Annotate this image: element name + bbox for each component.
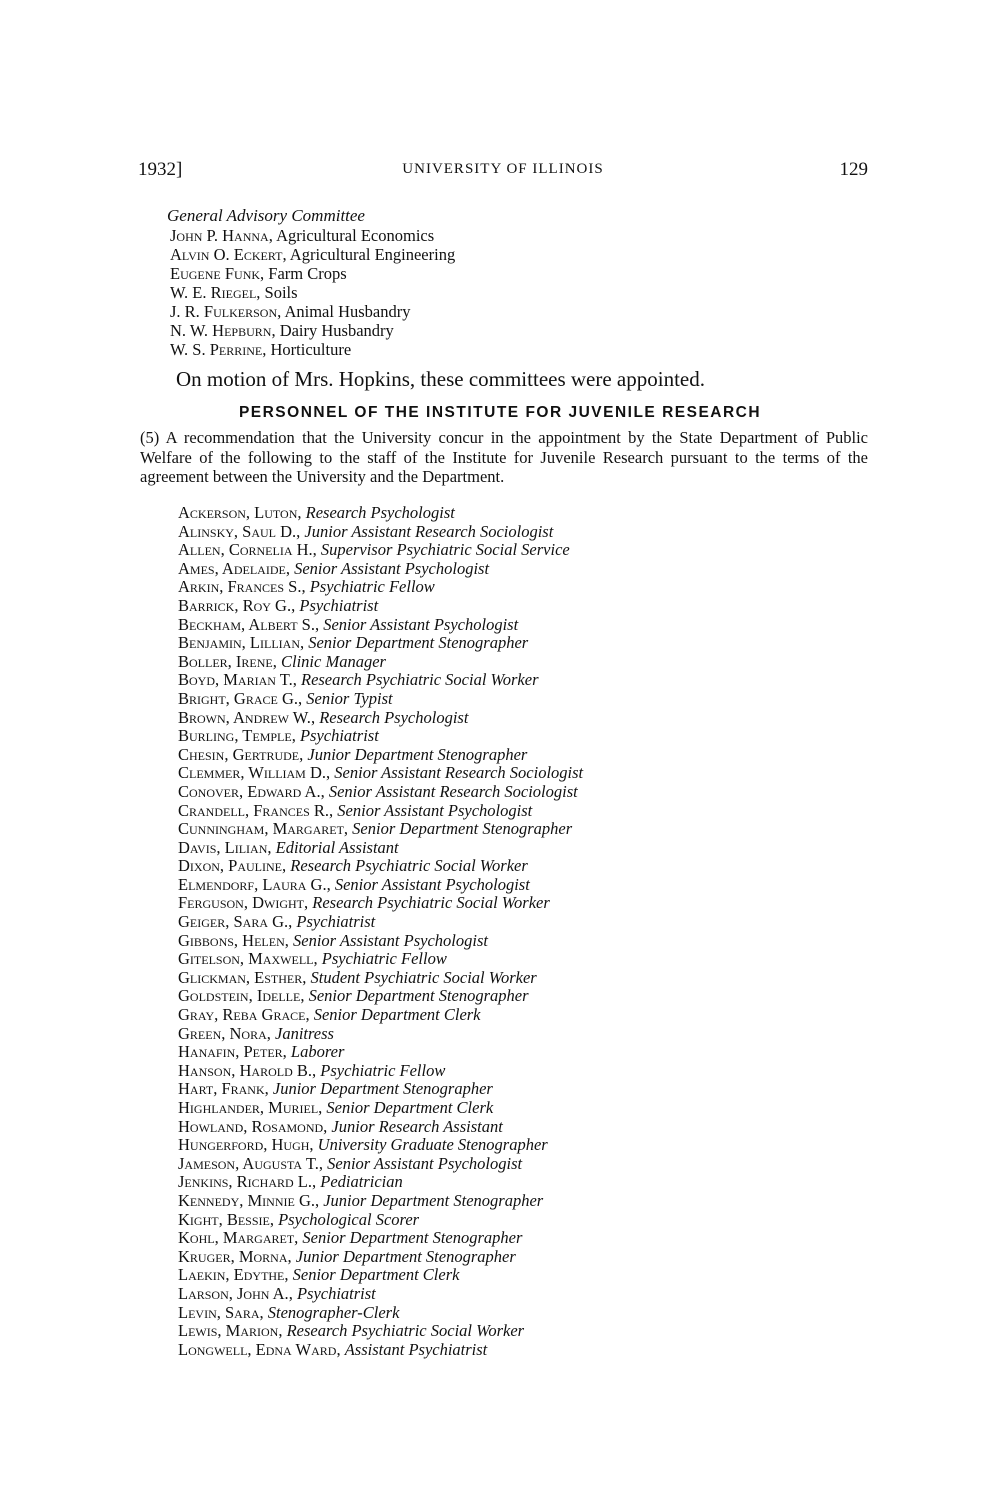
personnel-entry [178, 1248, 878, 1267]
personnel-name: Kruger, Morna [178, 1246, 288, 1266]
personnel-name: Green, Nora [178, 1023, 267, 1043]
personnel-entry [178, 727, 878, 746]
personnel-title: Junior Department Stenographer [307, 744, 528, 764]
personnel-title: Psychiatric Fellow [321, 949, 447, 969]
personnel-name: Jenkins, Richard L. [178, 1172, 313, 1192]
personnel-entry [178, 950, 878, 969]
separator: , [284, 1265, 293, 1285]
separator: , [326, 874, 335, 894]
separator: , [284, 930, 293, 950]
separator: , [329, 800, 338, 820]
personnel-title: Pediatrician [320, 1172, 403, 1192]
personnel-entry [178, 1192, 878, 1211]
personnel-name: Glickman, Esther [178, 967, 303, 987]
personnel-name: Allen, Cornelia H. [178, 540, 313, 560]
separator: , [313, 949, 322, 969]
separator: , [287, 1246, 296, 1266]
personnel-name: Boyd, Marian T. [178, 670, 293, 690]
personnel-name: Barrick, Roy G. [178, 595, 292, 615]
separator: , [323, 1116, 332, 1136]
personnel-entry [178, 653, 878, 672]
personnel-title: Junior Assistant Research Sociologist [304, 521, 554, 541]
personnel-title: Senior Department Stenographer [308, 633, 529, 653]
personnel-entry [178, 876, 878, 895]
personnel-name: Jameson, Augusta T. [178, 1153, 319, 1173]
separator: , [272, 651, 281, 671]
committee-member [170, 245, 870, 264]
personnel-name: Hanson, Harold B. [178, 1060, 313, 1080]
personnel-title: Senior Department Clerk [292, 1265, 460, 1285]
recommendation-paragraph: (5) A recommendation that the University concur in the appointment by the State Department of Public Welfare of the following to the staff of the Institute for Juvenile Research pursuant to the terms of the agreement between the University and the Department. [140, 428, 868, 486]
separator: , [259, 1302, 268, 1322]
member-department: , Farm Crops [260, 264, 347, 283]
personnel-title: Janitress [275, 1023, 334, 1043]
committee-member [170, 283, 870, 302]
separator: , [310, 707, 320, 727]
personnel-name: Hanafin, Peter [178, 1042, 283, 1062]
personnel-entry [178, 541, 878, 560]
personnel-entry [178, 616, 878, 635]
personnel-title: Junior Department Stenographer [272, 1079, 493, 1099]
personnel-name: Ferguson, Dwight [178, 893, 304, 913]
personnel-name: Conover, Edward A. [178, 781, 321, 801]
personnel-title: Research Psychiatric Social Worker [286, 1321, 525, 1341]
personnel-entry [178, 1136, 878, 1155]
separator: , [305, 1005, 314, 1025]
personnel-name: Hungerford, Hugh [178, 1135, 310, 1155]
committee-member [170, 321, 870, 340]
member-name: W. E. Riegel [170, 283, 257, 302]
personnel-title: Junior Research Assistant [331, 1116, 503, 1136]
separator: , [299, 744, 308, 764]
personnel-title: Senior Department Stenographer [302, 1228, 523, 1248]
personnel-name: Davis, Lilian [178, 837, 268, 857]
motion-text: On motion of Mrs. Hopkins, these committees were appointed. [176, 367, 705, 391]
personnel-title: Junior Department Stenographer [295, 1246, 516, 1266]
separator: , [312, 1172, 321, 1192]
personnel-name: Highlander, Muriel [178, 1098, 319, 1117]
separator: , [264, 1079, 273, 1099]
separator: , [282, 856, 291, 876]
separator: , [282, 1042, 291, 1062]
separator: , [292, 670, 301, 690]
personnel-entry [178, 1043, 878, 1062]
personnel-title: Clinic Manager [281, 651, 386, 671]
personnel-entry [178, 690, 878, 709]
separator: , [312, 540, 321, 560]
personnel-entry [178, 1099, 878, 1118]
personnel-name: Beckham, Albert S. [178, 614, 315, 634]
personnel-entry [178, 969, 878, 988]
separator: , [294, 1228, 303, 1248]
personnel-name: Burling, Temple [178, 726, 292, 746]
personnel-name: Longwell, Edna Ward [178, 1339, 337, 1359]
member-name: John P. Hanna [170, 226, 269, 245]
personnel-title: Psychiatrist [296, 1283, 376, 1303]
member-department: , Agricultural Engineering [282, 245, 456, 264]
member-name: W. S. Perrine [170, 340, 263, 359]
personnel-name: Clemmer, William D. [178, 763, 327, 783]
personnel-entry [178, 839, 878, 858]
committee-title: General Advisory Committee [167, 206, 365, 225]
separator: , [318, 1098, 327, 1117]
personnel-title: Senior Department Stenographer [352, 819, 573, 839]
personnel-entry [178, 1118, 878, 1137]
personnel-entry [178, 857, 878, 876]
separator: , [296, 521, 305, 541]
member-department: , Animal Husbandry [277, 302, 411, 321]
personnel-title: Senior Department Stenographer [308, 986, 529, 1006]
member-department: , Horticulture [262, 340, 352, 359]
separator: , [320, 781, 329, 801]
separator: , [304, 893, 313, 913]
personnel-name: Hart, Frank [178, 1079, 265, 1099]
personnel-entry [178, 1229, 878, 1248]
personnel-entry [178, 1173, 878, 1192]
personnel-title: Psychiatric Fellow [309, 577, 435, 597]
personnel-entry [178, 1211, 878, 1230]
personnel-name: Ackerson, Luton [178, 503, 298, 522]
personnel-entry [178, 504, 878, 523]
separator: , [288, 912, 297, 932]
personnel-entry [178, 932, 878, 951]
personnel-name: Chesin, Gertrude [178, 744, 300, 764]
separator: , [269, 1209, 279, 1229]
separator: , [326, 763, 335, 783]
personnel-name: Arkin, Frances S. [178, 577, 302, 597]
personnel-name: Ames, Adelaide [178, 558, 286, 578]
personnel-list [178, 504, 878, 1359]
personnel-entry [178, 1266, 878, 1285]
personnel-title: Research Psychologist [319, 707, 469, 727]
personnel-name: Geiger, Sara G. [178, 912, 289, 932]
personnel-title: Psychiatrist [296, 912, 376, 932]
personnel-title: Research Psychiatric Social Worker [300, 670, 539, 690]
personnel-title: Junior Department Stenographer [323, 1190, 544, 1210]
section-heading: PERSONNEL OF THE INSTITUTE FOR JUVENILE RESEARCH [238, 404, 762, 421]
personnel-title: Psychiatrist [299, 595, 379, 615]
separator: , [266, 1023, 275, 1043]
personnel-title: Senior Assistant Psychologist [323, 614, 519, 634]
personnel-entry [178, 1080, 878, 1099]
personnel-title: Senior Department Clerk [313, 1005, 481, 1025]
separator: , [300, 986, 309, 1006]
separator: , [309, 1135, 318, 1155]
separator: , [288, 1283, 297, 1303]
personnel-name: Gibbons, Helen [178, 930, 285, 950]
committee-member [170, 264, 870, 283]
personnel-title: Supervisor Psychiatric Social Service [320, 540, 570, 560]
personnel-name: Dixon, Pauline [178, 856, 282, 876]
personnel-entry [178, 1025, 878, 1044]
personnel-name: Alinsky, Saul D. [178, 521, 297, 541]
personnel-entry [178, 1155, 878, 1174]
personnel-title: Psychological Scorer [278, 1209, 420, 1229]
separator: , [298, 688, 307, 708]
separator: , [291, 726, 300, 746]
personnel-name: Levin, Sara [178, 1302, 260, 1322]
member-department: , Soils [256, 283, 298, 302]
personnel-entry [178, 1006, 878, 1025]
personnel-title: Senior Typist [306, 688, 393, 708]
personnel-title: Research Psychiatric Social Worker [312, 893, 550, 913]
personnel-entry [178, 894, 878, 913]
personnel-name: Gray, Reba Grace [178, 1005, 306, 1025]
page-number: 129 [839, 159, 868, 180]
separator: , [314, 614, 324, 634]
advisory-committee [167, 205, 870, 359]
separator: , [297, 503, 306, 522]
separator: , [299, 633, 309, 653]
personnel-title: Senior Assistant Psychologist [327, 1153, 523, 1173]
separator: , [336, 1339, 345, 1359]
committee-member [170, 302, 870, 321]
personnel-entry [178, 578, 878, 597]
personnel-name: Cunningham, Margaret [178, 819, 344, 839]
personnel-name: Larson, John A. [178, 1283, 289, 1303]
personnel-entry [178, 746, 878, 765]
personnel-name: Kight, Bessie [178, 1209, 270, 1229]
personnel-entry [178, 1285, 878, 1304]
personnel-entry [178, 820, 878, 839]
personnel-name: Lewis, Marion [178, 1321, 279, 1341]
separator: , [302, 967, 311, 987]
personnel-title: Research Psychologist [305, 503, 455, 522]
personnel-name: Bright, Grace G. [178, 688, 299, 708]
member-department: , Agricultural Economics [268, 226, 435, 245]
personnel-title: Psychiatrist [299, 726, 379, 746]
personnel-entry [178, 1341, 878, 1360]
personnel-name: Gitelson, Maxwell [178, 949, 314, 969]
personnel-name: Kennedy, Minnie G. [178, 1190, 315, 1210]
personnel-entry [178, 987, 878, 1006]
member-name: Alvin O. Eckert [170, 245, 283, 264]
personnel-title: Senior Assistant Research Sociologist [328, 781, 578, 801]
personnel-name: Goldstein, Idelle [178, 986, 301, 1006]
personnel-title: Psychiatric Fellow [320, 1060, 446, 1080]
member-name: N. W. Hepburn [170, 321, 272, 340]
personnel-entry [178, 783, 878, 802]
personnel-entry [178, 1304, 878, 1323]
personnel-title: Senior Assistant Psychologist [294, 558, 490, 578]
personnel-title: Senior Assistant Psychologist [293, 930, 488, 950]
personnel-title: Senior Assistant Psychologist [334, 874, 530, 894]
personnel-name: Kohl, Margaret [178, 1228, 295, 1248]
personnel-title: Senior Department Clerk [326, 1098, 494, 1117]
personnel-title: Student Psychiatric Social Worker [310, 967, 537, 987]
personnel-entry [178, 671, 878, 690]
personnel-entry [178, 913, 878, 932]
personnel-entry [178, 523, 878, 542]
separator: , [301, 577, 310, 597]
personnel-title: Senior Assistant Psychologist [337, 800, 533, 820]
personnel-name: Benjamin, Lillian [178, 633, 300, 653]
separator: , [343, 819, 353, 839]
personnel-name: Boller, Irene [178, 651, 273, 671]
personnel-title: Editorial Assistant [275, 837, 399, 857]
separator: , [312, 1060, 321, 1080]
committee-member [170, 340, 870, 359]
member-name: J. R. Fulkerson [170, 302, 278, 321]
separator: , [291, 595, 300, 615]
personnel-title: University Graduate Stenographer [317, 1135, 548, 1155]
committee-member-list [170, 226, 870, 359]
personnel-entry [178, 560, 878, 579]
personnel-name: Elmendorf, Laura G. [178, 874, 327, 894]
personnel-title: Stenographer-Clerk [267, 1302, 400, 1322]
personnel-name: Laekin, Edythe [178, 1265, 285, 1285]
personnel-name: Crandell, Frances R. [178, 800, 330, 820]
separator: , [314, 1190, 324, 1210]
personnel-title: Laborer [290, 1042, 345, 1062]
personnel-entry [178, 634, 878, 653]
personnel-title: Senior Assistant Research Sociologist [334, 763, 584, 783]
page-header [138, 159, 868, 185]
personnel-entry [178, 597, 878, 616]
personnel-entry [178, 764, 878, 783]
member-department: , Dairy Husbandry [271, 321, 394, 340]
personnel-entry [178, 1062, 878, 1081]
personnel-title: Assistant Psychiatrist [344, 1339, 488, 1359]
personnel-name: Howland, Rosamond [178, 1116, 324, 1136]
personnel-entry [178, 802, 878, 821]
header-year: 1932] [138, 159, 183, 180]
member-name: Eugene Funk [170, 264, 261, 283]
separator: , [267, 837, 276, 857]
committee-member [170, 226, 870, 245]
personnel-entry [178, 1322, 878, 1341]
separator: , [278, 1321, 287, 1341]
running-title: UNIVERSITY OF ILLINOIS [402, 161, 604, 177]
separator: , [285, 558, 295, 578]
personnel-title: Research Psychiatric Social Worker [290, 856, 528, 876]
personnel-name: Brown, Andrew W. [178, 707, 311, 727]
separator: , [318, 1153, 328, 1173]
personnel-entry [178, 709, 878, 728]
